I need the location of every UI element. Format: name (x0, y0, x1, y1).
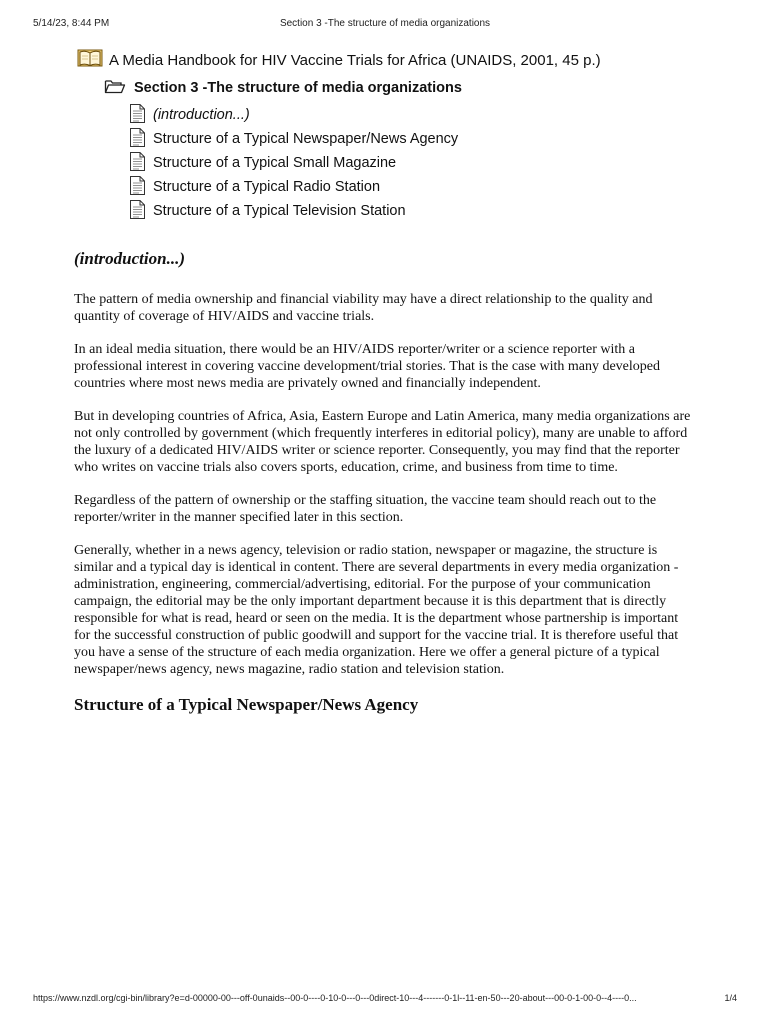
paragraph: Generally, whether in a news agency, television or radio station, newspaper or magazine, the structure is similar and a typical day is identical in content. There are several departments in every media organization - administration, engineering, commercial/advertising, editorial. For the purpose of your communication campaign, the editorial may be the only important department because it is this department that is directly responsible for what is read, heard or seen on the media. It is the department whose partnership is important for the successful construction of public goodwill and support for the vaccine trial. It is therefore useful that you have a sense of the structure of each media organization. Here we offer a general picture of a typical newspaper/news agency, news magazine, radio station and television station. (74, 543, 679, 677)
paragraph: In an ideal media situation, there would be an HIV/AIDS reporter/writer or a science reporter with a professional interest in covering vaccine development/trial stories. That is the case with many developed countries where most news media are privately owned and financially independent. (74, 342, 661, 391)
print-header (33, 18, 737, 32)
paragraph: But in developing countries of Africa, Asia, Eastern Europe and Latin America, many media organizations are not only controlled by government (which frequently interferes in editorial policy), many are unable to afford the luxury of a dedicated HIV/AIDS writer or science reporter. Consequently, you may find that the reporter who writes on vaccine trials also covers sports, education, crime, and business from time to time. (74, 409, 691, 475)
article-heading: (introduction...) (74, 249, 185, 268)
page-number: 1/4 (724, 993, 737, 1003)
book-title: A Media Handbook for HIV Vaccine Trials for Africa (UNAIDS, 2001, 45 p.) (109, 51, 601, 69)
page-url: https://www.nzdl.org/cgi-bin/library?e=d-00000-00---off-0unaids--00-0----0-10-0---0---0direct-10---4-------0-1l--11-en-50---20-about---00-0-1-00-0--4----0... (33, 993, 637, 1003)
paragraph: Regardless of the pattern of ownership or the staffing situation, the vaccine team should reach out to the reporter/writer in the manner specified later in this section. (74, 493, 657, 525)
doc-link-newspaper[interactable] (129, 128, 458, 150)
open-book-icon (77, 48, 103, 72)
document-page-icon (129, 103, 146, 128)
doc-link-label: Structure of a Typical Small Magazine (153, 155, 397, 171)
doc-link-magazine[interactable] (129, 152, 396, 174)
book-link[interactable] (77, 49, 601, 71)
print-title: Section 3 -The structure of media organizations (279, 18, 491, 29)
document-page-icon (129, 175, 146, 200)
document-page-icon (129, 199, 146, 224)
doc-link-television[interactable] (129, 200, 406, 222)
open-folder-icon (104, 78, 126, 98)
doc-link-label: Structure of a Typical Newspaper/News Agency (153, 131, 459, 147)
doc-link-label: Structure of a Typical Radio Station (153, 179, 381, 195)
document-page-icon (129, 151, 146, 176)
doc-link-label: Structure of a Typical Television Station (153, 203, 406, 219)
paragraph: The pattern of media ownership and financial viability may have a direct relationship to the quality and quantity of coverage of HIV/AIDS and vaccine trials. (74, 292, 653, 324)
section-heading: Structure of a Typical Newspaper/News Agency (74, 695, 419, 714)
print-date: 5/14/23, 8:44 PM (33, 18, 110, 29)
doc-link-label: (introduction...) (153, 107, 250, 123)
document-page-icon (129, 127, 146, 152)
doc-link-radio[interactable] (129, 176, 380, 198)
doc-link-introduction[interactable] (129, 104, 250, 126)
section-link[interactable] (104, 78, 462, 98)
article-body (74, 248, 694, 737)
section-title: Section 3 -The structure of media organizations (134, 80, 462, 96)
